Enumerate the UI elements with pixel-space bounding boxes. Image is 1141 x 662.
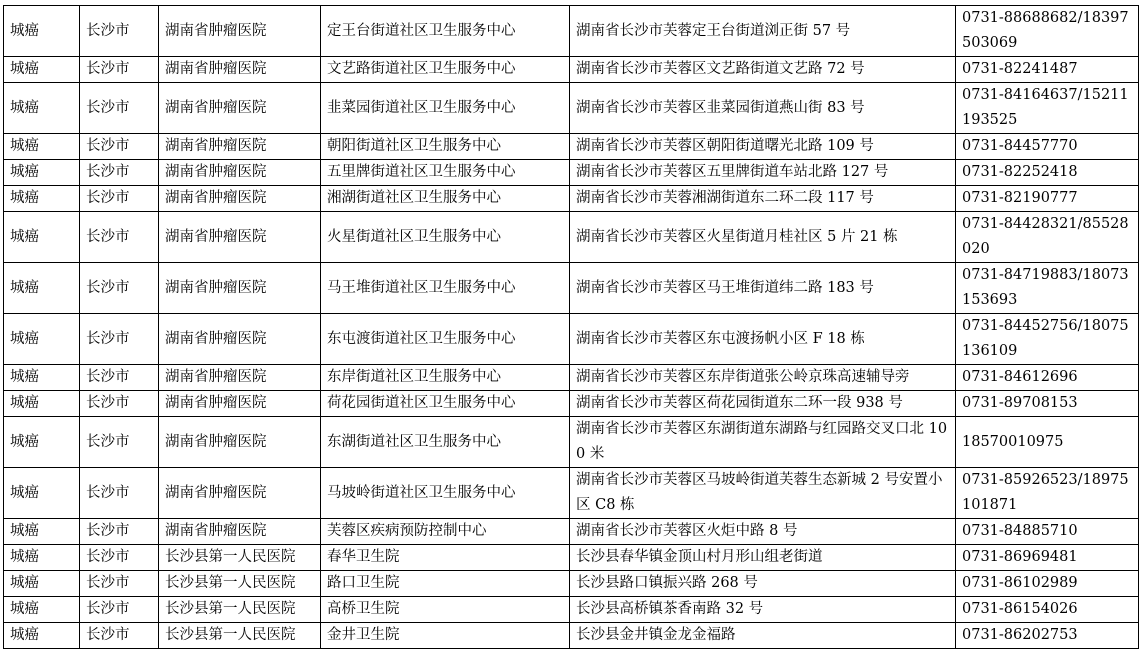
address-cell: 湖南省长沙市芙蓉区马王堆街道纬二路 183 号: [570, 263, 956, 314]
phone-cell: 0731-84428321/85528020: [956, 212, 1139, 263]
address-cell: 湖南省长沙市芙蓉区荷花园街道东二环一段 938 号: [570, 391, 956, 417]
hospital-cell: 湖南省肿瘤医院: [159, 212, 321, 263]
screening-type-cell: 城癌: [4, 417, 80, 468]
city-cell: 长沙市: [80, 212, 159, 263]
service-center-cell: 马王堆街道社区卫生服务中心: [321, 263, 570, 314]
address-cell: 长沙县高桥镇茶香南路 32 号: [570, 597, 956, 623]
phone-cell: 0731-86969481: [956, 545, 1139, 571]
service-center-cell: 定王台街道社区卫生服务中心: [321, 6, 570, 57]
service-center-cell: 湘湖街道社区卫生服务中心: [321, 186, 570, 212]
hospital-cell: 湖南省肿瘤医院: [159, 263, 321, 314]
hospital-cell: 湖南省肿瘤医院: [159, 57, 321, 83]
phone-cell: 0731-88688682/18397503069: [956, 6, 1139, 57]
city-cell: 长沙市: [80, 6, 159, 57]
service-center-cell: 马坡岭街道社区卫生服务中心: [321, 468, 570, 519]
address-cell: 湖南省长沙市芙蓉区五里牌街道车站北路 127 号: [570, 160, 956, 186]
phone-cell: 0731-86154026: [956, 597, 1139, 623]
city-cell: 长沙市: [80, 519, 159, 545]
service-center-cell: 芙蓉区疾病预防控制中心: [321, 519, 570, 545]
hospital-cell: 湖南省肿瘤医院: [159, 519, 321, 545]
address-cell: 湖南省长沙市芙蓉区朝阳街道曙光北路 109 号: [570, 134, 956, 160]
city-cell: 长沙市: [80, 468, 159, 519]
table-row: [4, 545, 1139, 571]
address-cell: 湖南省长沙市芙蓉区文艺路街道文艺路 72 号: [570, 57, 956, 83]
table-row: [4, 160, 1139, 186]
city-cell: 长沙市: [80, 263, 159, 314]
table-row: [4, 468, 1139, 519]
table-row: [4, 519, 1139, 545]
service-center-cell: 春华卫生院: [321, 545, 570, 571]
city-cell: 长沙市: [80, 83, 159, 134]
address-cell: 湖南省长沙市芙蓉区东屯渡扬帆小区 F 18 栋: [570, 314, 956, 365]
address-cell: 湖南省长沙市芙蓉区火炬中路 8 号: [570, 519, 956, 545]
hospital-cell: 长沙县第一人民医院: [159, 597, 321, 623]
phone-cell: 0731-86202753: [956, 623, 1139, 649]
screening-type-cell: 城癌: [4, 391, 80, 417]
city-cell: 长沙市: [80, 134, 159, 160]
hospital-cell: 湖南省肿瘤医院: [159, 391, 321, 417]
screening-type-cell: 城癌: [4, 519, 80, 545]
phone-cell: 0731-86102989: [956, 571, 1139, 597]
address-cell: 湖南省长沙市芙蓉区火星街道月桂社区 5 片 21 栋: [570, 212, 956, 263]
screening-type-cell: 城癌: [4, 186, 80, 212]
screening-type-cell: 城癌: [4, 57, 80, 83]
address-cell: 长沙县金井镇金龙金福路: [570, 623, 956, 649]
city-cell: 长沙市: [80, 57, 159, 83]
hospital-cell: 湖南省肿瘤医院: [159, 417, 321, 468]
address-cell: 湖南省长沙市芙蓉定王台街道浏正街 57 号: [570, 6, 956, 57]
city-cell: 长沙市: [80, 545, 159, 571]
screening-type-cell: 城癌: [4, 263, 80, 314]
city-cell: 长沙市: [80, 417, 159, 468]
city-cell: 长沙市: [80, 160, 159, 186]
phone-cell: 0731-85926523/18975101871: [956, 468, 1139, 519]
service-center-cell: 文艺路街道社区卫生服务中心: [321, 57, 570, 83]
address-cell: 长沙县路口镇振兴路 268 号: [570, 571, 956, 597]
city-cell: 长沙市: [80, 314, 159, 365]
table-row: [4, 391, 1139, 417]
service-center-cell: 路口卫生院: [321, 571, 570, 597]
hospital-cell: 湖南省肿瘤医院: [159, 160, 321, 186]
screening-type-cell: 城癌: [4, 83, 80, 134]
phone-cell: 0731-89708153: [956, 391, 1139, 417]
hospital-cell: 湖南省肿瘤医院: [159, 134, 321, 160]
service-center-cell: 东湖街道社区卫生服务中心: [321, 417, 570, 468]
service-center-cell: 金井卫生院: [321, 623, 570, 649]
table-row: [4, 417, 1139, 468]
hospital-cell: 湖南省肿瘤医院: [159, 365, 321, 391]
service-center-cell: 东岸街道社区卫生服务中心: [321, 365, 570, 391]
screening-type-cell: 城癌: [4, 134, 80, 160]
screening-type-cell: 城癌: [4, 365, 80, 391]
screening-type-cell: 城癌: [4, 597, 80, 623]
table-row: [4, 6, 1139, 57]
table-row: [4, 365, 1139, 391]
table-row: [4, 212, 1139, 263]
hospital-cell: 湖南省肿瘤医院: [159, 6, 321, 57]
hospital-cell: 长沙县第一人民医院: [159, 571, 321, 597]
phone-cell: 0731-84612696: [956, 365, 1139, 391]
service-center-cell: 高桥卫生院: [321, 597, 570, 623]
hospital-cell: 湖南省肿瘤医院: [159, 83, 321, 134]
table-row: [4, 623, 1139, 649]
city-cell: 长沙市: [80, 391, 159, 417]
phone-cell: 0731-84452756/18075136109: [956, 314, 1139, 365]
screening-type-cell: 城癌: [4, 212, 80, 263]
hospital-cell: 湖南省肿瘤医院: [159, 186, 321, 212]
hospital-cell: 湖南省肿瘤医院: [159, 468, 321, 519]
screening-type-cell: 城癌: [4, 314, 80, 365]
phone-cell: 0731-82241487: [956, 57, 1139, 83]
phone-cell: 0731-84457770: [956, 134, 1139, 160]
phone-cell: 18570010975: [956, 417, 1139, 468]
hospital-cell: 长沙县第一人民医院: [159, 623, 321, 649]
table-row: [4, 134, 1139, 160]
service-center-cell: 火星街道社区卫生服务中心: [321, 212, 570, 263]
address-cell: 湖南省长沙市芙蓉湘湖街道东二环二段 117 号: [570, 186, 956, 212]
table-row: [4, 57, 1139, 83]
city-cell: 长沙市: [80, 571, 159, 597]
table-row: [4, 186, 1139, 212]
service-center-cell: 荷花园街道社区卫生服务中心: [321, 391, 570, 417]
hospital-cell: 湖南省肿瘤医院: [159, 314, 321, 365]
table-row: [4, 571, 1139, 597]
city-cell: 长沙市: [80, 597, 159, 623]
address-cell: 湖南省长沙市芙蓉区东湖街道东湖路与红园路交叉口北 100 米: [570, 417, 956, 468]
city-cell: 长沙市: [80, 365, 159, 391]
phone-cell: 0731-84885710: [956, 519, 1139, 545]
service-center-cell: 东屯渡街道社区卫生服务中心: [321, 314, 570, 365]
service-center-cell: 朝阳街道社区卫生服务中心: [321, 134, 570, 160]
screening-type-cell: 城癌: [4, 545, 80, 571]
city-cell: 长沙市: [80, 186, 159, 212]
address-cell: 湖南省长沙市芙蓉区马坡岭街道芙蓉生态新城 2 号安置小区 C8 栋: [570, 468, 956, 519]
address-cell: 湖南省长沙市芙蓉区东岸街道张公岭京珠高速辅导旁: [570, 365, 956, 391]
screening-type-cell: 城癌: [4, 468, 80, 519]
phone-cell: 0731-84164637/15211193525: [956, 83, 1139, 134]
hospital-cell: 长沙县第一人民医院: [159, 545, 321, 571]
service-center-cell: 五里牌街道社区卫生服务中心: [321, 160, 570, 186]
screening-type-cell: 城癌: [4, 571, 80, 597]
phone-cell: 0731-84719883/18073153693: [956, 263, 1139, 314]
phone-cell: 0731-82252418: [956, 160, 1139, 186]
address-cell: 湖南省长沙市芙蓉区韭菜园街道燕山街 83 号: [570, 83, 956, 134]
table-row: [4, 263, 1139, 314]
screening-type-cell: 城癌: [4, 6, 80, 57]
table-row: [4, 314, 1139, 365]
phone-cell: 0731-82190777: [956, 186, 1139, 212]
service-center-cell: 韭菜园街道社区卫生服务中心: [321, 83, 570, 134]
screening-sites-table: [3, 5, 1139, 649]
table-row: [4, 597, 1139, 623]
screening-type-cell: 城癌: [4, 623, 80, 649]
table-row: [4, 83, 1139, 134]
city-cell: 长沙市: [80, 623, 159, 649]
address-cell: 长沙县春华镇金顶山村月形山组老街道: [570, 545, 956, 571]
screening-type-cell: 城癌: [4, 160, 80, 186]
